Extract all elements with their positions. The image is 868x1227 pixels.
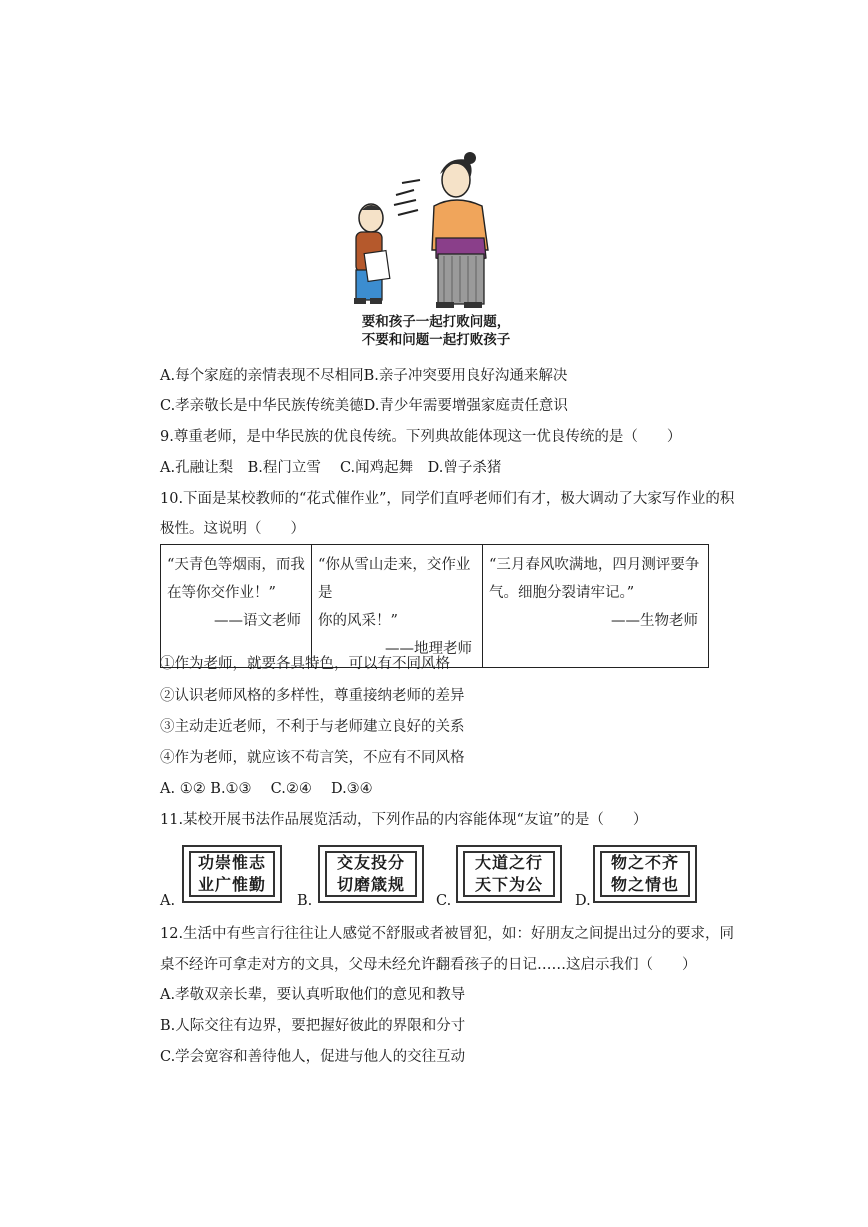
- quote-cell-geography: [312, 545, 483, 668]
- quote-text: “天青色等烟雨，而我: [167, 557, 305, 573]
- q11-stem: 11.某校开展书法作品展览活动，下列作品的内容能体现“友谊”的是（ ）: [160, 812, 648, 828]
- q8-options-line1: A.每个家庭的亲情表现不尽相同B.亲子冲突要用良好沟通来解决: [160, 368, 568, 384]
- quote-cell-biology: [483, 545, 709, 668]
- q10-stem-line1: 10.下面是某校教师的“花式催作业”，同学们直呼老师们有才，极大调动了大家写作业的积: [160, 491, 735, 507]
- q12-option-a: A.孝敬双亲长辈，要认真听取他们的意见和教导: [160, 987, 466, 1003]
- q9-stem: 9.尊重老师，是中华民族的优良传统。下列典故能体现这一优良传统的是（ ）: [160, 429, 682, 445]
- q10-statement-3: ③主动走近老师，不利于与老师建立良好的关系: [160, 719, 465, 735]
- q11-label-d: D.: [575, 893, 591, 909]
- q11-label-c: C.: [436, 893, 452, 909]
- quote-signature: ——地理老师: [385, 641, 472, 657]
- quote-signature: ——语文老师: [214, 613, 301, 629]
- q12-stem-line1: 12.生活中有些言行往往让人感觉不舒服或者被冒犯，如：好朋友之间提出过分的要求，同: [160, 926, 735, 942]
- quote-text: 在等你交作业！”: [167, 585, 276, 601]
- q10-statement-2: ②认识老师风格的多样性，尊重接纳老师的差异: [160, 688, 465, 704]
- q11-label-b: B.: [297, 893, 313, 909]
- calligraphy-line: 物之情也: [610, 875, 679, 894]
- quote-cell-chinese: [161, 545, 312, 668]
- calligraphy-c: [456, 845, 562, 903]
- q10-stem-line2: 极性。这说明（ ）: [160, 521, 305, 537]
- cartoon-caption-line2: 不要和问题一起打败孩子: [361, 332, 511, 348]
- calligraphy-line: 天下为公: [474, 875, 543, 894]
- teacher-quotes-table: [160, 544, 709, 668]
- calligraphy-line: 交友投分: [336, 853, 405, 872]
- calligraphy-d: [593, 845, 697, 903]
- calligraphy-line: 业广惟勤: [197, 875, 266, 894]
- quote-text: “三月春风吹满地，四月测评要争: [489, 557, 700, 573]
- calligraphy-line: 功崇惟志: [197, 853, 266, 872]
- q12-option-c: C.学会宽容和善待他人，促进与他人的交往互动: [160, 1049, 466, 1065]
- quote-text: 气。细胞分裂请牢记。”: [489, 585, 635, 601]
- calligraphy-b: [318, 845, 424, 903]
- quote-text: “你从雪山走来，交作业是: [318, 557, 471, 601]
- q10-statement-1: ①作为老师，就要各具特色，可以有不同风格: [160, 656, 450, 672]
- q8-options-line2: C.孝亲敬长是中华民族传统美德D.青少年需要增强家庭责任意识: [160, 398, 568, 414]
- q12-option-b: B.人际交往有边界，要把握好彼此的界限和分寸: [160, 1018, 466, 1034]
- calligraphy-line: 切磨箴规: [336, 875, 405, 894]
- calligraphy-line: 大道之行: [474, 853, 543, 872]
- q12-stem-line2: 桌不经许可拿走对方的文具，父母未经允许翻看孩子的日记……这启示我们（ ）: [160, 957, 697, 973]
- q9-options: A.孔融让梨 B.程门立雪 C.闻鸡起舞 D.曾子杀猪: [160, 460, 502, 476]
- q11-label-a: A.: [160, 893, 176, 909]
- quote-text: 你的风采！”: [318, 613, 398, 629]
- cartoon-caption-line1: 要和孩子一起打败问题，: [361, 314, 511, 330]
- quote-signature: ——生物老师: [611, 613, 698, 629]
- q10-options: A. ①② B.①③ C.②④ D.③④: [160, 781, 373, 797]
- calligraphy-line: 物之不齐: [610, 853, 679, 872]
- q10-statement-4: ④作为老师，就应该不苟言笑，不应有不同风格: [160, 750, 465, 766]
- calligraphy-a: [182, 845, 282, 903]
